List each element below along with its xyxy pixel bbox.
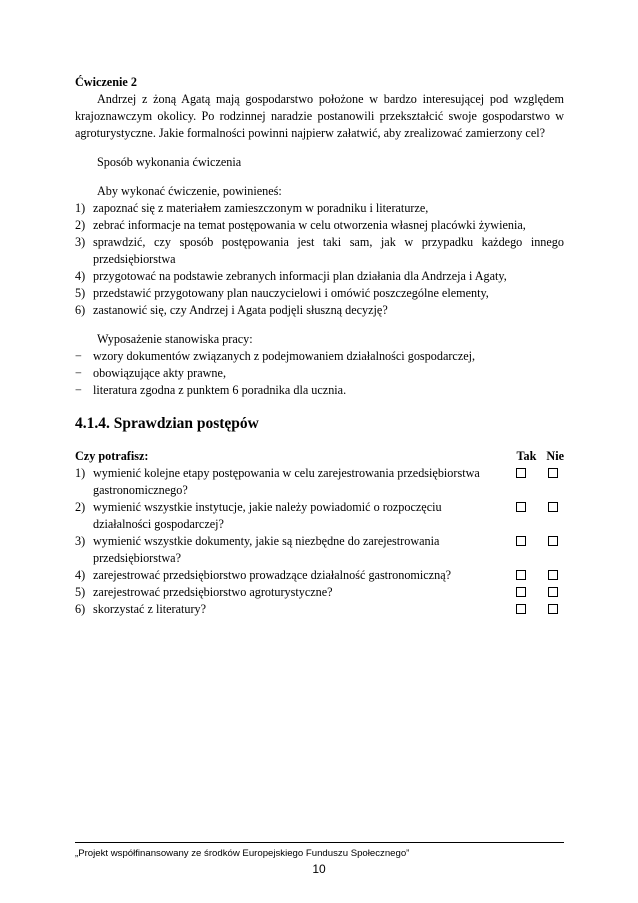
section-title: 4.1.4. Sprawdzian postępów <box>75 415 259 432</box>
checklist-row <box>75 533 564 567</box>
checklist-row <box>75 567 564 584</box>
checkbox-yes[interactable] <box>516 587 526 597</box>
list-number: 2) <box>75 218 86 232</box>
dash-bullet: − <box>75 349 82 363</box>
exercise-description: Andrzej z żoną Agatą mają gospodarstwo położone w bardzo interesującej pod względem krajoznawczym okolicy. Po rodzinnej naradzie postanowili przekształcić swoje gospodarstwo w agroturystyczne. Jakie formalności powinni najpierw załatwić, aby zrealizować zamierzony cel? <box>75 92 564 140</box>
page-number: 10 <box>312 862 326 876</box>
question-text: skorzystać z literatury? <box>93 602 207 616</box>
method-heading: Sposób wykonania ćwiczenia <box>97 155 242 169</box>
question-text: zarejestrować przedsiębiorstwo prowadzące działalność gastronomiczną? <box>93 568 452 582</box>
list-item-text: zebrać informacje na temat postępowania w celu otworzenia własnej placówki żywienia, <box>93 218 526 232</box>
steps-intro: Aby wykonać ćwiczenie, powinieneś: <box>97 184 282 198</box>
checkbox-no[interactable] <box>548 502 558 512</box>
question-text: wymienić kolejne etapy postępowania w celu zarejestrowania przedsiębiorstwa gastronomicznego? <box>93 466 480 497</box>
list-item <box>75 285 564 302</box>
equipment-heading: Wyposażenie stanowiska pracy: <box>97 332 253 346</box>
list-number: 6) <box>75 303 86 317</box>
list-item-text: wzory dokumentów związanych z podejmowaniem działalności gospodarczej, <box>93 349 476 363</box>
checkbox-no[interactable] <box>548 468 558 478</box>
checklist-row <box>75 601 564 618</box>
question-header: Czy potrafisz: <box>75 449 149 463</box>
checklist-row <box>75 465 564 499</box>
list-item <box>75 382 564 399</box>
list-number: 2) <box>75 500 86 514</box>
checkbox-no[interactable] <box>548 536 558 546</box>
checkbox-no[interactable] <box>548 587 558 597</box>
checkbox-yes[interactable] <box>516 468 526 478</box>
checkbox-yes[interactable] <box>516 502 526 512</box>
list-item <box>75 217 564 234</box>
list-number: 5) <box>75 585 86 599</box>
list-item-text: zapoznać się z materiałem zamieszczonym w poradniku i literaturze, <box>93 201 429 215</box>
list-item-text: sprawdzić, czy sposób postępowania jest taki sam, jak w przypadku każdego innego przedsiębiorstwa <box>93 235 564 266</box>
list-item <box>75 268 564 285</box>
dash-bullet: − <box>75 366 82 380</box>
checkbox-yes[interactable] <box>516 536 526 546</box>
list-number: 3) <box>75 235 86 249</box>
checkbox-yes[interactable] <box>516 604 526 614</box>
list-item <box>75 234 564 268</box>
list-item <box>75 365 564 382</box>
list-item-text: zastanowić się, czy Andrzej i Agata podjęli słuszną decyzję? <box>93 303 388 317</box>
question-text: wymienić wszystkie instytucje, jakie należy powiadomić o rozpoczęciu działalności gospodarczej? <box>93 500 442 531</box>
list-item <box>75 302 564 319</box>
checklist-header <box>75 448 564 465</box>
steps-list <box>75 200 564 319</box>
document-body <box>75 74 564 618</box>
list-item-text: obowiązujące akty prawne, <box>93 366 226 380</box>
equipment-list <box>75 348 564 399</box>
list-number: 6) <box>75 602 86 616</box>
checkbox-yes[interactable] <box>516 570 526 580</box>
list-item-text: literatura zgodna z punktem 6 poradnika dla ucznia. <box>93 383 347 397</box>
list-number: 3) <box>75 534 86 548</box>
col-yes: Tak <box>516 449 537 463</box>
list-item-text: przygotować na podstawie zebranych informacji plan działania dla Andrzeja i Agaty, <box>93 269 507 283</box>
col-no: Nie <box>546 449 564 463</box>
footer-note: „Projekt współfinansowany ze środków Europejskiego Funduszu Społecznego” <box>75 842 564 859</box>
list-item-text: przedstawić przygotowany plan nauczycielowi i omówić poszczególne elementy, <box>93 286 489 300</box>
list-number: 5) <box>75 286 86 300</box>
checkbox-no[interactable] <box>548 570 558 580</box>
list-number: 1) <box>75 201 86 215</box>
exercise-title: Ćwiczenie 2 <box>75 75 137 89</box>
checklist-row <box>75 584 564 601</box>
question-text: zarejestrować przedsiębiorstwo agroturystyczne? <box>93 585 333 599</box>
dash-bullet: − <box>75 383 82 397</box>
list-item <box>75 200 564 217</box>
checkbox-no[interactable] <box>548 604 558 614</box>
answer-columns <box>517 448 565 465</box>
list-number: 4) <box>75 568 86 582</box>
question-text: wymienić wszystkie dokumenty, jakie są niezbędne do zarejestrowania przedsiębiorstwa? <box>93 534 440 565</box>
list-number: 4) <box>75 269 86 283</box>
checklist-row <box>75 499 564 533</box>
list-item <box>75 348 564 365</box>
list-number: 1) <box>75 466 86 480</box>
